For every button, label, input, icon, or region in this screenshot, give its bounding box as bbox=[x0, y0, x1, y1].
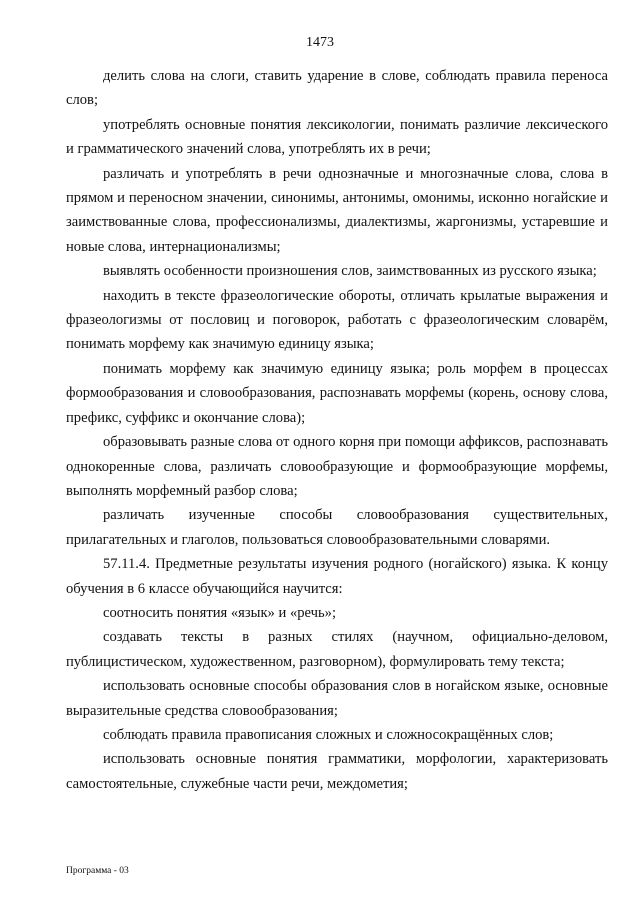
section-heading-57-11-4: 57.11.4. Предметные результаты изучения родного (ногайского) языка. К концу обучения в 6 классе обучающийся научится: bbox=[66, 556, 608, 597]
paragraph-word-formation: образовывать разные слова от одного корня при помощи аффиксов, распознавать однокоренные слова, различать словообразующие и формообразующие морфемы, выполнять морфемный разбор слова; bbox=[66, 434, 608, 499]
paragraph-syllables: делить слова на слоги, ставить ударение в слове, соблюдать правила переноса слов; bbox=[66, 68, 608, 109]
paragraph-grammar-concepts: использовать основные понятия грамматики, морфологии, характеризовать самостоятельные, служебные части речи, междометия; bbox=[66, 751, 608, 792]
paragraph-phraseology: находить в тексте фразеологические обороты, отличать крылатые выражения и фразеологизмы от пословиц и поговорок, работать с фразеологическим словарём, понимать морфему как значимую единицу языка; bbox=[66, 287, 608, 353]
paragraph-nogai-word-formation: использовать основные способы образования слов в ногайском языке, основные выразительные средства словообразования; bbox=[66, 678, 608, 719]
paragraph-text-styles: создавать тексты в разных стилях (научном, официально-деловом, публицистическом, художественном, разговорном), формулировать тему текста; bbox=[66, 629, 608, 670]
page-footer: Программа - 03 bbox=[66, 866, 129, 876]
paragraph-morpheme: понимать морфему как значимую единицу языка; роль морфем в процессах формообразования и словообразования, распознавать морфемы (корень, основу слова, префикс, суффикс и окончание слова); bbox=[66, 360, 608, 426]
paragraph-language-speech: соотносить понятия «язык» и «речь»; bbox=[103, 604, 337, 621]
paragraph-pronunciation: выявлять особенности произношения слов, заимствованных из русского языка; bbox=[103, 263, 597, 280]
paragraph-derivation-methods: различать изученные способы словообразования существительных, прилагательных и глаголов, пользоваться словообразовательными словарями. bbox=[66, 507, 608, 548]
document-body bbox=[66, 64, 608, 796]
paragraph-spelling-rules: соблюдать правила правописания сложных и сложносокращённых слов; bbox=[103, 726, 554, 743]
paragraph-lexicology: употреблять основные понятия лексикологии, понимать различие лексического и грамматического значений слова, употреблять их в речи; bbox=[66, 116, 608, 158]
page-number: 1473 bbox=[306, 35, 334, 50]
paragraph-word-types: различать и употреблять в речи однозначные и многозначные слова, слова в прямом и переносном значении, синонимы, антонимы, омонимы, исконно ногайские и заимствованные слова, профессионализмы, диалектизмы, жаргонизмы, устаревшие и новые слова, интернационализмы; bbox=[66, 165, 608, 255]
